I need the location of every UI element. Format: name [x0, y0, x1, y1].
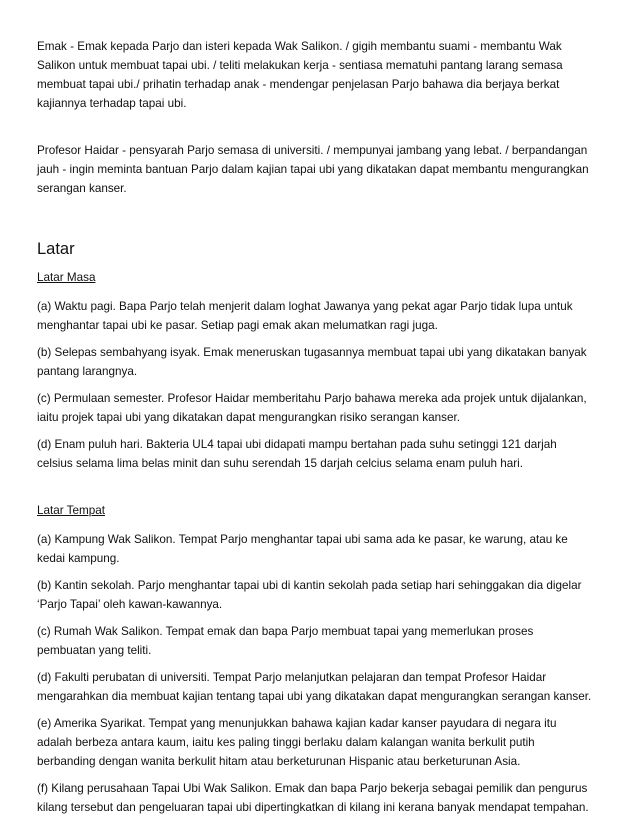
list-item: (a) Waktu pagi. Bapa Parjo telah menjerit dalam loghat Jawanya yang pekat agar Parjo tidak lupa untuk menghantar tapai ubi ke pasar. Setiap pagi emak akan melumatkan ragi juga.: [37, 300, 573, 332]
character-description: - Emak kepada Parjo dan isteri kepada Wak Salikon. / gigih membantu suami - membantu Wak Salikon untuk membuat tapai ubi. / teliti melakukan kerja - sentiasa mematuhi pantang larang semasa membuat tapai ubi./ prihatin terhadap anak - mendengar penjelasan Parjo bahawa dia berjaya berkat kajiannya terhadap tapai ubi.: [37, 40, 563, 110]
section-heading-latar: Latar: [37, 240, 75, 258]
spacer: [37, 481, 592, 501]
list-item: (d) Enam puluh hari. Bakteria UL4 tapai ubi didapati mampu bertahan pada suhu setinggi 121 darjah celsius selama lima belas minit dan suhu serendah 15 darjah celcius selama enam puluh hari.: [37, 438, 557, 470]
character-description: - pensyarah Parjo semasa di universiti. / mempunyai jambang yang lebat. / berpandangan jauh - ingin meminta bantuan Parjo dalam kajian tapai ubi yang dikatakan dapat membantu mengurangkan serangan kanser.: [37, 144, 589, 195]
list-item: (b) Kantin sekolah. Parjo menghantar tapai ubi di kantin sekolah pada setiap hari sehinggakan dia digelar ‘Parjo Tapai’ oleh kawan-kawannya.: [37, 579, 582, 611]
list-item: (d) Fakulti perubatan di universiti. Tempat Parjo melanjutkan pelajaran dan tempat Profesor Haidar mengarahkan dia membuat kajian tentang tapai ubi yang dikatakan dapat mengurangkan serangan kanser.: [37, 671, 592, 703]
character-emak: [37, 37, 592, 113]
subheading-latar-masa: Latar Masa: [37, 271, 96, 284]
list-item: (c) Permulaan semester. Profesor Haidar memberitahu Parjo bahawa mereka ada projek untuk dijalankan, iaitu projek tapai ubi yang dikatakan dapat mengurangkan risiko serangan kanser.: [37, 392, 587, 424]
list-item: (c) Rumah Wak Salikon. Tempat emak dan bapa Parjo membuat tapai yang memerlukan proses pembuatan yang teliti.: [37, 625, 534, 657]
list-item: (f) Kilang perusahaan Tapai Ubi Wak Salikon. Emak dan bapa Parjo bekerja sebagai pemilik dan pengurus kilang tersebut dan pengeluaran tapai ubi dipertingkatkan di kilang ini kerana banyak mendapat tempahan.: [37, 782, 589, 814]
list-item: (a) Kampung Wak Salikon. Tempat Parjo menghantar tapai ubi sama ada ke pasar, ke warung, atau ke kedai kampung.: [37, 533, 568, 565]
character-name: Profesor Haidar: [37, 144, 119, 157]
list-item: (e) Amerika Syarikat. Tempat yang menunjukkan bahawa kajian kadar kanser payudara di negara itu adalah berbeza antara kaum, iaitu kes paling tinggi berlaku dalam kalangan wanita berkulit putih berbanding dengan wanita berkulit hitam atau berketurunan Hispanic atau berketurunan Asia.: [37, 717, 557, 768]
character-profesor-haidar: [37, 141, 592, 198]
character-name: Emak: [37, 40, 67, 53]
list-item: (b) Selepas sembahyang isyak. Emak meneruskan tugasannya membuat tapai ubi yang dikatakan banyak pantang larangnya.: [37, 346, 587, 378]
subheading-latar-tempat: Latar Tempat: [37, 504, 106, 517]
